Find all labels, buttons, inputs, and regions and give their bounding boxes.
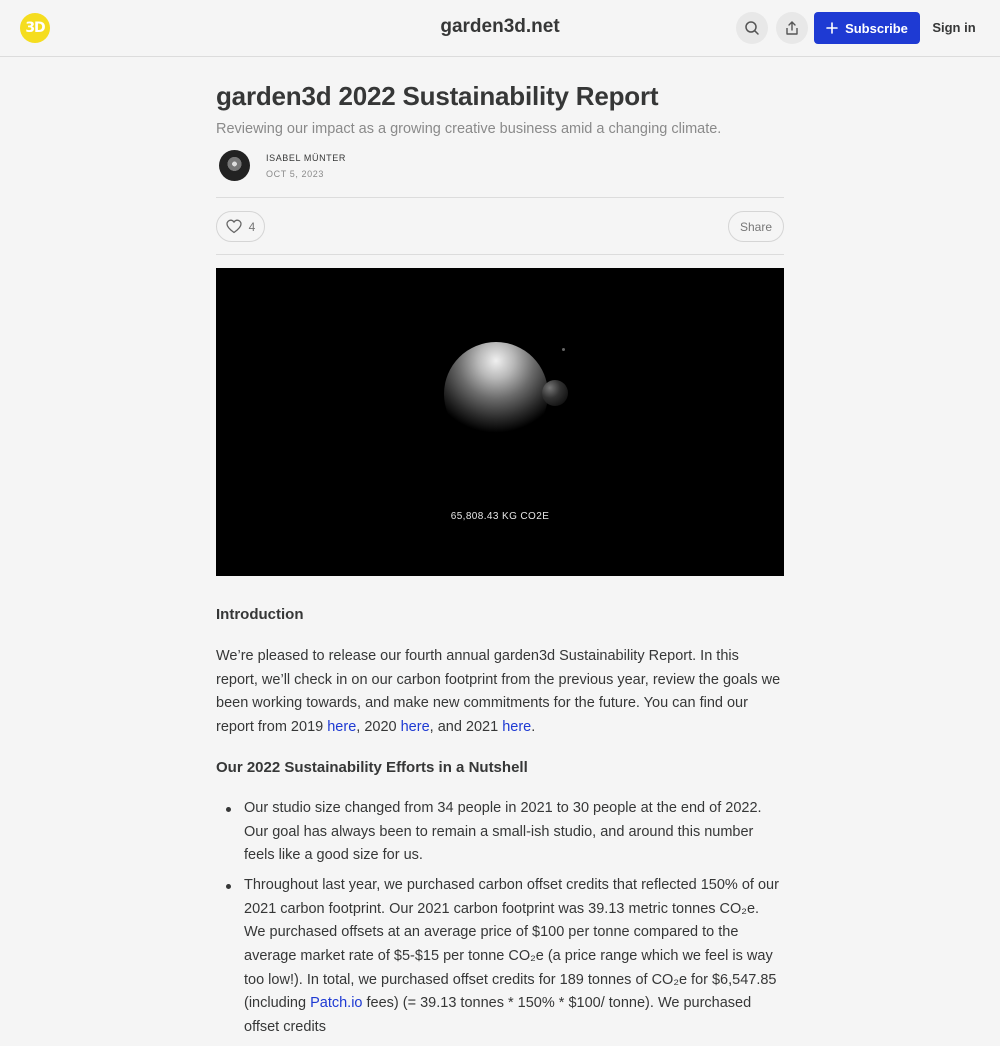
earth-graphic bbox=[444, 342, 548, 446]
divider-bottom bbox=[216, 254, 784, 255]
intro-text-3: , and 2021 bbox=[429, 719, 503, 736]
efforts-list bbox=[216, 797, 784, 1040]
link-2021-report[interactable]: here bbox=[502, 719, 532, 736]
search-button[interactable] bbox=[736, 12, 768, 44]
share-header-button[interactable] bbox=[776, 12, 808, 44]
article bbox=[216, 57, 784, 1046]
link-2020-report[interactable]: here bbox=[400, 719, 430, 736]
logo-text: 3D bbox=[25, 20, 45, 36]
post-actions bbox=[216, 198, 784, 254]
introduction-heading: Introduction bbox=[216, 606, 304, 623]
author-avatar[interactable] bbox=[219, 150, 250, 181]
bullet-2-text-b: fees) (= 39.13 tonnes * 150% * $100/ tonne). We purchased offset credits bbox=[244, 995, 752, 1036]
link-2019-report[interactable]: here bbox=[327, 719, 357, 736]
post-date: OCT 5, 2023 bbox=[266, 169, 324, 179]
intro-paragraph bbox=[216, 645, 784, 740]
intro-text-1: We’re pleased to release our fourth annual garden3d Sustainability Report. In this report, we’ll check in on our carbon footprint from the previous year, review the goals we been working towards, and make new commitments for the future. You can find our report from 2019 bbox=[216, 648, 781, 736]
star-graphic bbox=[562, 348, 565, 351]
top-bar bbox=[0, 0, 1000, 57]
share-button[interactable]: Share bbox=[728, 211, 784, 242]
byline bbox=[216, 149, 784, 197]
like-count: 4 bbox=[248, 219, 256, 234]
bullet-2-text-a: Throughout last year, we purchased carbon offset credits that reflected 150% of our 2021 carbon footprint. Our 2021 carbon footprint was 39.13 metric tonnes CO₂e. We purchased offsets at an average price of $100 per tonne compared to the average market rate of $5-$15 per tonne CO₂e (a price range which we feel is way too low!). In total, we purchased offset credits for 189 tonnes of CO₂e for $6,547.85 (including bbox=[244, 876, 779, 1012]
hero-image[interactable] bbox=[216, 268, 784, 576]
intro-text-2: , 2020 bbox=[356, 719, 401, 736]
post-subtitle: Reviewing our impact as a growing creative business amid a changing climate. bbox=[216, 121, 722, 137]
site-logo[interactable] bbox=[20, 13, 50, 43]
intro-text-4: . bbox=[531, 719, 536, 736]
subscribe-label: Subscribe bbox=[845, 20, 908, 36]
hero-caption: 65,808.43 KG CO2E bbox=[450, 511, 550, 522]
share-icon bbox=[784, 20, 800, 36]
list-item: Our studio size changed from 34 people in 2021 to 30 people at the end of 2022. Our goal has always been to remain a small-ish studio, and around this number feels like a good size for us. bbox=[244, 797, 784, 868]
patch-io-link[interactable]: Patch.io bbox=[310, 995, 363, 1012]
like-button[interactable] bbox=[216, 211, 265, 242]
sign-in-button[interactable]: Sign in bbox=[932, 20, 976, 35]
subscribe-button[interactable] bbox=[814, 12, 920, 44]
plus-icon bbox=[826, 22, 838, 34]
list-item bbox=[244, 874, 784, 1040]
search-icon bbox=[744, 20, 760, 36]
moon-graphic bbox=[542, 380, 568, 406]
heart-icon bbox=[226, 219, 242, 234]
post-title: garden3d 2022 Sustainability Report bbox=[216, 81, 659, 111]
nutshell-heading: Our 2022 Sustainability Efforts in a Nutshell bbox=[216, 758, 528, 776]
author-name[interactable]: ISABEL MÜNTER bbox=[266, 153, 346, 163]
site-title[interactable]: garden3d.net bbox=[440, 16, 560, 37]
